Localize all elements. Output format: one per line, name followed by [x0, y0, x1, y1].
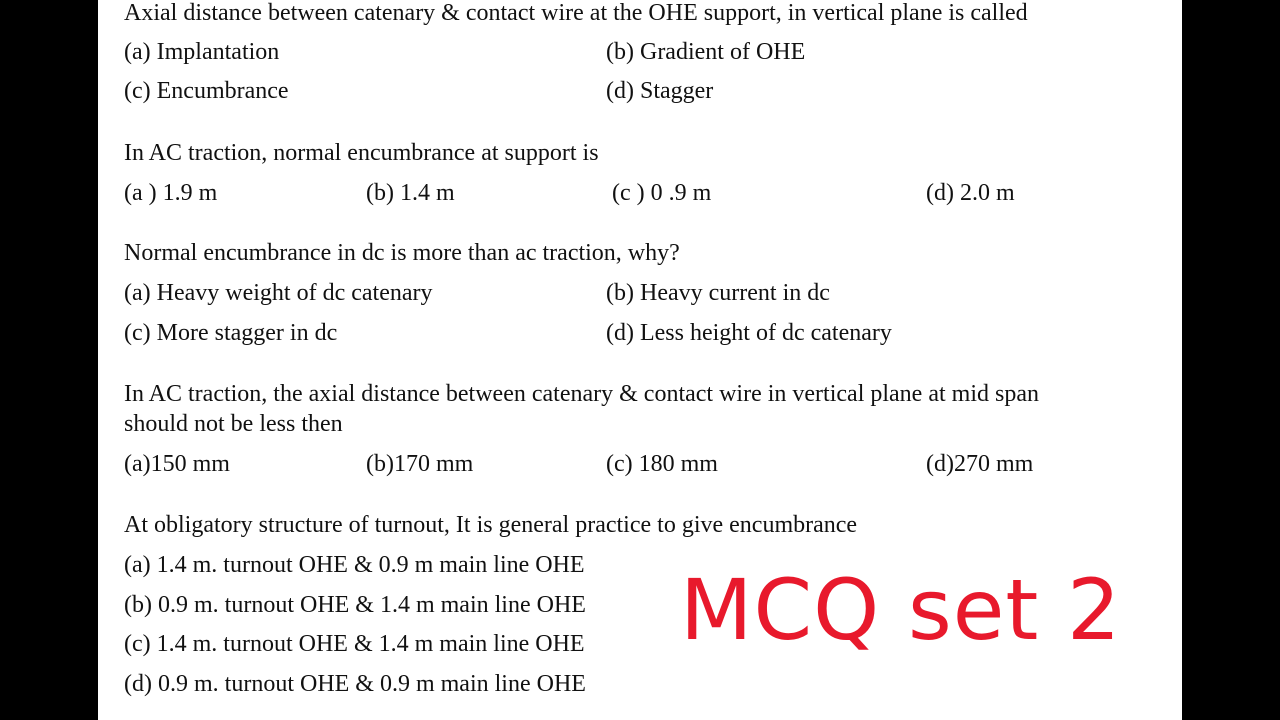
question-4-option-b: (b)170 mm — [366, 451, 474, 477]
question-1-option-b: (b) Gradient of OHE — [606, 39, 806, 65]
question-3-option-a: (a) Heavy weight of dc catenary — [124, 280, 433, 306]
document-page — [98, 0, 1182, 720]
question-2-text: In AC traction, normal encumbrance at support is — [124, 140, 599, 166]
question-1-option-a: (a) Implantation — [124, 39, 280, 65]
question-3-option-b: (b) Heavy current in dc — [606, 280, 830, 306]
question-3-text: Normal encumbrance in dc is more than ac traction, why? — [124, 240, 680, 266]
mcq-set-title: MCQ set 2 — [680, 561, 1122, 659]
question-5-option-a: (a) 1.4 m. turnout OHE & 0.9 m main line OHE — [124, 552, 585, 578]
question-3-option-c: (c) More stagger in dc — [124, 320, 338, 346]
question-2-option-c: (c ) 0 .9 m — [612, 180, 712, 206]
question-4-option-a: (a)150 mm — [124, 451, 230, 477]
question-1-text: Axial distance between catenary & contact wire at the OHE support, in vertical plane is called — [124, 0, 1028, 26]
question-2-option-b: (b) 1.4 m — [366, 180, 455, 206]
question-1-option-c: (c) Encumbrance — [124, 78, 289, 104]
question-5-option-b: (b) 0.9 m. turnout OHE & 1.4 m main line OHE — [124, 592, 586, 618]
question-4-text-line1: In AC traction, the axial distance between catenary & contact wire in vertical plane at mid span — [124, 381, 1039, 407]
question-3-option-d: (d) Less height of dc catenary — [606, 320, 892, 346]
question-4-option-d: (d)270 mm — [926, 451, 1034, 477]
question-2-option-a: (a ) 1.9 m — [124, 180, 218, 206]
question-5-text: At obligatory structure of turnout, It is general practice to give encumbrance — [124, 512, 858, 538]
question-5-option-c: (c) 1.4 m. turnout OHE & 1.4 m main line OHE — [124, 631, 585, 657]
question-4-option-c: (c) 180 mm — [606, 451, 718, 477]
question-2-option-d: (d) 2.0 m — [926, 180, 1015, 206]
question-1-option-d: (d) Stagger — [606, 78, 714, 104]
question-4-text-line2: should not be less then — [124, 411, 343, 437]
question-5-option-d: (d) 0.9 m. turnout OHE & 0.9 m main line OHE — [124, 671, 586, 697]
